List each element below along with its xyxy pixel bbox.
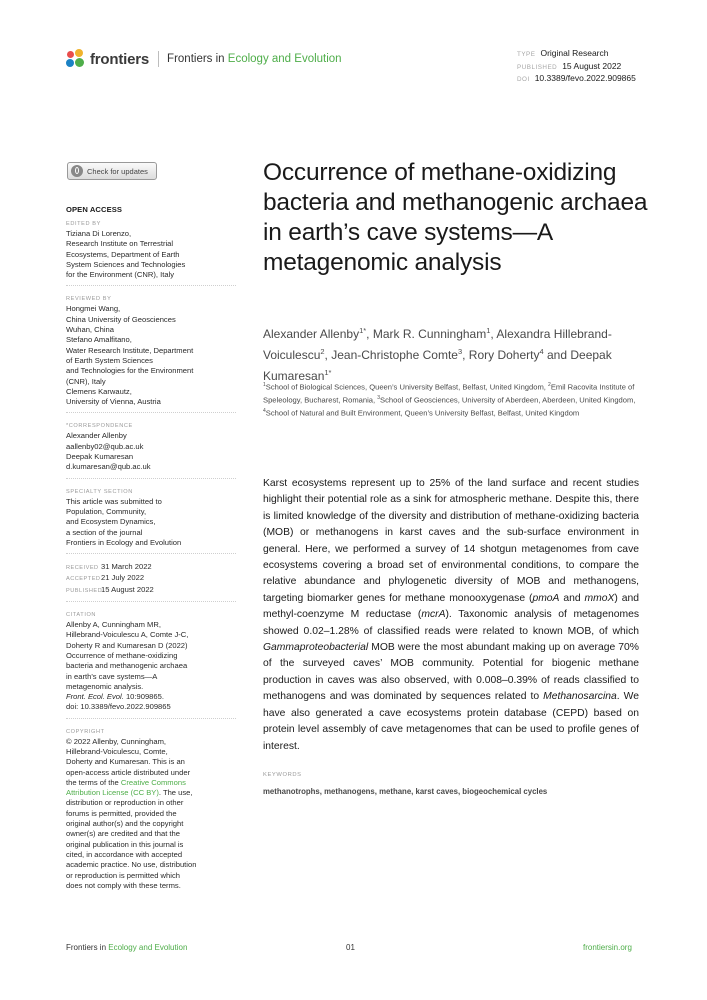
citation — [66, 620, 236, 692]
author-list — [263, 322, 663, 385]
sidebar-line[interactable]: aallenby02@qub.ac.uk — [66, 441, 144, 451]
citation-doi[interactable]: doi: 10.3389/fevo.2022.909865 — [66, 702, 171, 712]
date-received: RECEIVED 31 March 2022 — [66, 562, 152, 572]
sidebar-line: Tiziana Di Lorenzo, — [66, 229, 132, 238]
author: Alexander Allenby$^{1*}$, — [263, 326, 373, 341]
correspondence — [66, 431, 236, 472]
sidebar-line: or reproduction is permitted which — [66, 870, 180, 880]
sidebar-line: owner(s) are credited and that the — [66, 829, 180, 839]
copyright-license-line: the terms of the Creative Commons — [66, 777, 186, 787]
author: Deepak Kumaresan$^{1*}$ — [263, 348, 612, 383]
reviewed-by-label: REVIEWED BY — [66, 296, 112, 303]
specialty — [66, 497, 236, 548]
sidebar-line: Occurrence of methane-oxidizing — [66, 650, 178, 660]
edited-by — [66, 229, 236, 280]
edited-by-label: EDITED BY — [66, 221, 101, 227]
affiliation: School of Geosciences, University of Aberdeen, Aberdeen, United Kingdom, — [380, 395, 636, 405]
sidebar-line: cited, in accordance with accepted — [66, 849, 183, 859]
meta-published: PUBLISHED 15 August 2022 — [517, 60, 622, 71]
abstract-segment: . We have also generated a cave ecosystems protein database (CEPD) based on protein level assembly of cave metagenomes that can be used to profile genes of interest. — [263, 691, 640, 752]
sidebar-line: Doherty and Kumaresan. This is an — [66, 757, 185, 767]
sidebar-line: academic practice. No use, distribution — [66, 860, 197, 870]
affiliation-number: 3 — [377, 395, 381, 402]
sidebar-line: of Earth System Sciences — [66, 355, 153, 365]
dates — [66, 562, 236, 596]
affiliation: School of Biological Sciences, Queen’s University Belfast, Belfast, United Kingdom, — [265, 382, 549, 392]
sidebar-line: Research Institute on Terrestrial — [66, 239, 174, 249]
affiliation-number: 4 — [263, 408, 266, 415]
sidebar-line: Deepak Kumaresan — [66, 452, 134, 462]
sidebar-line: © 2022 Allenby, Cunningham, — [66, 736, 167, 746]
sidebar-line: original publication in this journal is — [66, 839, 184, 849]
sidebar-line: and Technologies for the Environment — [66, 366, 194, 376]
sidebar-line: Alexander Allenby — [66, 431, 127, 441]
sidebar-line: Ecosystems, Department of Earth — [66, 249, 180, 259]
sidebar-line: open-access article distributed under — [66, 767, 191, 777]
sidebar-line: in earth's cave systems—A — [66, 671, 158, 681]
open-access-label: OPEN ACCESS — [66, 205, 123, 214]
check-for-updates-button[interactable]: Check for updates — [67, 162, 157, 180]
abstract-segment: and — [559, 592, 585, 604]
abstract-segment: mcrA — [421, 609, 446, 621]
sidebar-line: Hongmei Wang, — [66, 304, 121, 314]
abstract-segment: pmoA — [532, 592, 560, 604]
sidebar-line: Doherty R and Kumaresan D (2022) — [66, 640, 188, 650]
correspondence-label: *CORRESPONDENCE — [66, 423, 133, 430]
reviewed-by — [66, 304, 236, 407]
affiliation-number: 1 — [263, 382, 266, 388]
meta-doi: DOI 10.3389/fevo.2022.909865 — [517, 73, 636, 83]
copyright-label: COPYRIGHT — [66, 728, 105, 735]
brand-name: frontiers — [90, 50, 150, 68]
sidebar-line: original author(s) and the copyright — [66, 819, 184, 829]
meta-type: TYPE Original Research — [517, 48, 609, 58]
copyright-2 — [66, 798, 236, 891]
sidebar-line: metagenomic analysis. — [66, 681, 144, 691]
abstract-segment: Karst ecosystems represent up to 25% of the land surface and recent studies highlight their potential role as a sink for atmospheric methane. Despite this, there is limited knowledge of the diversity and distribution of methane-oxidizing bacteria (MOB) or methanogens in karst caves and the sub-surface environment in general. Here, we performed a survey of 14 shotgun metagenomes from cave ecosystems covering a broad set of environmental conditions, to compare the relative abundance and phylogenetic diversity of MOB and methanogens, targeting biomarker genes for methane monooxygenase ( — [263, 478, 639, 604]
citation-label: CITATION — [66, 612, 97, 619]
copyright-1 — [66, 737, 236, 778]
abstract-segment: ). Taxonomic analysis of metagenomes showed 0.02–1.28% of classified reads were related to known MOB, of which — [263, 609, 639, 637]
article-title: Occurrence of methane-oxidizing bacteria and methanogenic archaea in earth’s cave systems—A metagenomic analysis — [263, 159, 648, 276]
sidebar-line: Hillebrand-Voiculescu, Comte, — [66, 746, 168, 756]
affiliation: School of Natural and Built Environment, Queen’s University Belfast, Belfast, United Kingdom — [265, 408, 580, 418]
license-link-2[interactable]: Attribution License (CC BY) — [66, 788, 159, 798]
sidebar-line: (CNR), Italy — [66, 376, 106, 386]
journal-name: Frontiers in Ecology and Evolution — [167, 53, 342, 65]
sidebar-line: System Sciences and Technologies — [66, 259, 186, 269]
abstract-segment: Methanosarcina — [543, 691, 617, 703]
sidebar-line: distribution or reproduction in other — [66, 798, 184, 808]
author: Mark R. Cunningham$^1$, — [372, 326, 497, 341]
date-accepted: ACCEPTED 21 July 2022 — [66, 573, 145, 583]
sidebar-line: China University of Geosciences — [66, 314, 176, 324]
sidebar-line: Wuhan, China — [66, 325, 114, 335]
article-meta — [517, 48, 636, 86]
sidebar-line: a section of the journal — [66, 527, 143, 537]
abstract-segment: Gammaproteobacterial — [263, 642, 369, 654]
abstract-segment: MOB were the most abundant making up on average 70% of the surveyed caves’ MOB community. Potential for biogenic methane production in caves was also observed, with 0.008–0.39% of reads classified to methanogens and was dominated by sequences related to — [263, 642, 639, 703]
sidebar-line: Population, Community, — [66, 506, 147, 516]
keywords-label: KEYWORDS — [263, 772, 302, 778]
affiliation-number: 2 — [548, 382, 551, 388]
sidebar-line[interactable]: d.kumaresan@qub.ac.uk — [66, 462, 151, 472]
sidebar-line: University of Vienna, Austria — [66, 397, 161, 407]
sidebar-line: Stefano Amalfitano, — [66, 335, 132, 345]
keywords: methanotrophs, methanogens, methane, karst caves, biogeochemical cycles — [263, 787, 548, 796]
author: Alexandra Hillebrand-Voiculescu$^2$, — [263, 327, 612, 362]
sidebar-line: Allenby A, Cunningham MR, — [66, 620, 161, 630]
sidebar-line: bacteria and methanogenic archaea — [66, 661, 188, 671]
sidebar-line: This article was submitted to — [66, 496, 162, 506]
sidebar-line: does not comply with these terms. — [66, 880, 181, 890]
refresh-icon — [71, 165, 83, 177]
sidebar-line: Clemens Karwautz, — [66, 386, 132, 396]
specialty-label: SPECIALTY SECTION — [66, 488, 133, 495]
abstract — [263, 476, 639, 755]
affiliations — [263, 380, 663, 419]
sidebar-line: Frontiers in Ecology and Evolution — [66, 537, 182, 547]
abstract-segment: ) and methyl-coenzyme M reductase ( — [263, 592, 639, 621]
sidebar-line: Hillebrand-Voiculescu A, Comte J-C, — [66, 630, 189, 640]
sidebar: EDITED BY Tiziana Di Lorenzo, Research Institute on Terrestrial Ecosystems, Department of Earth System Sciences and Technologies for the Environment (CNR), Italy REVIEWED BY Hongmei Wang, China University of Geosciences Wuhan, China Stefano Amalfitano, Water Research Institute, Department of Earth System Sciences and Technologies for the Environment (CNR), Italy Clemens Karwautz, University of Vienna, Austria *CORRESPONDENCE Alexander Allenby aallenby02@qub.ac.uk Deepak Kumaresan d.kumaresan@qub.ac.uk SPECIALTY SECTION This article was submitted to Population, Community, and Ecosystem Dynamics, a section of the journal Frontiers in Ecology and Evolution RECEIVED 31 March 2022 ACCEPTED 21 July 2022 PUBLISHED 15 August 2022 CITATION Allenby A, Cunningham MR, Hillebrand-Voiculescu A, Comte J-C, Doherty R and Kumaresan D (2022) Occurrence of methane-oxidizing bacteria and methanogenic archaea in earth's cave systems—A metagenomic analysis. Front. Ecol. Evol. 10:909865. doi: 10.3389/fevo.2022.909865 COPYRIGHT © 2022 Allenby, Cunningham, Hillebrand-Voiculescu, Comte, Doherty and Kumaresan. This is an open-access article distributed under the terms of the Creative Commons Attribution License (CC BY). The use, distribution or reproduction in other forums is permitted, provided the original author(s) and the copyright owner(s) are credited and that the original publication in this journal is cited, in accordance with accepted academic practice. No use, distribution or reproduction is permitted which does not comply with these terms. — [66, 220, 236, 891]
frontiers-logo-icon — [66, 49, 86, 69]
citation-journal: Front. Ecol. Evol. 10:909865. — [66, 692, 164, 702]
logo-divider — [158, 51, 159, 67]
affiliation: Emil Racovita Institute of Speleology, Bucharest, Romania, — [263, 382, 635, 405]
sidebar-line: and Ecosystem Dynamics, — [66, 517, 156, 527]
sidebar-line: for the Environment (CNR), Italy — [66, 270, 175, 280]
abstract-segment: mmoX — [584, 592, 615, 604]
footer-journal: Frontiers in Ecology and Evolution — [66, 943, 188, 952]
frontiers-logo[interactable] — [66, 49, 342, 69]
footer-site-link[interactable]: frontiersin.org — [583, 943, 632, 952]
author: Rory Doherty$^4$ and — [468, 347, 571, 362]
author: Jean-Christophe Comte$^3$, — [331, 347, 469, 362]
page-number: 01 — [346, 943, 355, 952]
license-link[interactable]: Creative Commons — [120, 777, 186, 787]
sidebar-line: forums is permitted, provided the — [66, 808, 177, 818]
date-published: PUBLISHED 15 August 2022 — [66, 584, 154, 594]
sidebar-line: Water Research Institute, Department — [66, 345, 194, 355]
